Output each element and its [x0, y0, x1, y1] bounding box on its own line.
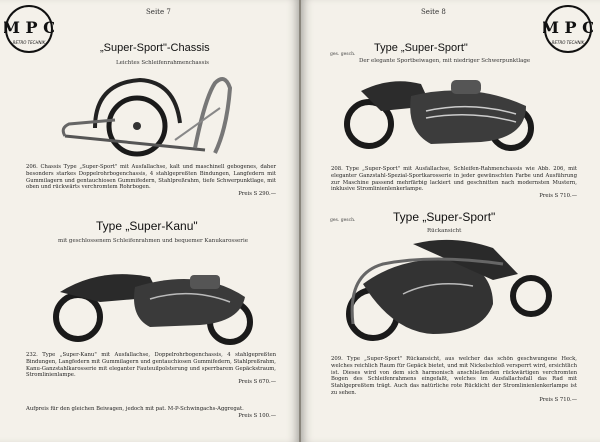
kanu-text: 232. Type „Super-Kanu" mit Ausfallachse, Doppelrohrbogenchassis, 4 stahlgepreßten Bindungen, Langfedern mit Gummilagern und gentauchiosen Gummifedern, Stahlpreßrahm, Kanu-Ganzstahlkarosserie mit eleganter Fauteuilpolsterung und sperrbarem Gepäckstraum, Stromlinienlampe.	[26, 352, 276, 379]
chassis-subtitle: Leichtes Schleifenrahmenchassis	[116, 60, 209, 66]
mpc-logo-right	[543, 4, 593, 54]
logo-letters: M P C	[4, 18, 54, 37]
kanu-subtitle: mit geschlossenem Schleifenrahmen und bequemer Kanukarosserie	[58, 238, 248, 244]
page-number: Seite 8	[421, 8, 446, 16]
kanu-extra-text: Aufpreis für den gleichen Beiwagen, jedoch mit pat. M-P-Schwingachs-Aggregat.	[26, 406, 244, 412]
front-text: 208. Type „Super-Sport" mit Ausfallachse, Schleifen-Rahmenchassis wie Abb. 206, mit eleganter Ganzstahl-Spezial-Sportkarosserie in jeder gewünschten Farbe und Ausführung zur Maschine passend mehrfärbig lackiert und geschnitten nach modernsten Mustern, inklusive Stromlinienlenkerlampe.	[331, 166, 577, 193]
rear-photo	[343, 234, 553, 350]
kanu-description	[26, 352, 276, 386]
chassis-text: 206. Chassis Type „Super-Sport" mit Ausfallachse, kalt und maschinell gebogenes, daher besonders starkes Doppelrohrbogenchassis, 4 stahlgepreßten Bindungen, Langfedern mit Gummilagern und gentauchiosen Gummifedern, Stahlpreßrahm, tiefe Schwerpunktlage, mit oben und rückwärts verchromtem Rohrbogen.	[26, 164, 276, 191]
chassis-title: „Super-Sport"-Chassis	[100, 42, 210, 54]
chassis-price: Preis S 290.—	[238, 191, 276, 198]
front-note: ges. gesch.	[330, 52, 356, 57]
mpc-logo-left	[4, 4, 54, 54]
rear-description	[331, 356, 577, 404]
kanu-photo	[40, 247, 260, 347]
left-page	[0, 0, 299, 442]
front-description	[331, 166, 577, 200]
front-subtitle: Der elegante Sportbeiwagen, mit niedriger Schwerpunktlage	[359, 58, 531, 64]
front-title: Type „Super-Sport"	[374, 42, 468, 54]
kanu-extra	[26, 406, 276, 420]
rear-title: Type „Super-Sport"	[393, 210, 496, 224]
rear-price: Preis S 710.—	[539, 396, 577, 403]
logo-text: RETRO TECHNIK	[551, 40, 585, 45]
kanu-extra-price: Preis S 100.—	[238, 412, 276, 419]
rear-note: ges. gesch.	[330, 218, 356, 223]
rear-subtitle: Rückansicht	[427, 228, 462, 234]
front-photo	[341, 66, 541, 158]
front-price: Preis S 710.—	[539, 193, 577, 200]
page-number: Seite 7	[146, 8, 171, 16]
rear-text: 209. Type „Super-Sport" Rückansicht, aus welcher das schön geschwungene Heck, welches reichlich Raum für Gepäck bietet, und mit Nickelschloß versperrt wird, ersichtlich ist. Dieses wird von dem sich harmonisch anschließenden rückwärtigen verchromten Bogen des Schleifenrahmens eingefaßt, welches im Ausfallachsfall das Rad mit Stahlgepreßtem trägt. Auch das natürliche rote Rücklicht der Stromlinienlenkerlampe ist zu sehen.	[331, 356, 577, 396]
kanu-price: Preis S 670.—	[238, 379, 276, 386]
chassis-description	[26, 164, 276, 198]
kanu-title: Type „Super-Kanu"	[96, 219, 198, 233]
right-page	[301, 0, 600, 442]
logo-letters: M P C	[543, 18, 593, 37]
logo-text: RETRO TECHNIK	[12, 40, 46, 45]
chassis-photo	[55, 68, 245, 160]
